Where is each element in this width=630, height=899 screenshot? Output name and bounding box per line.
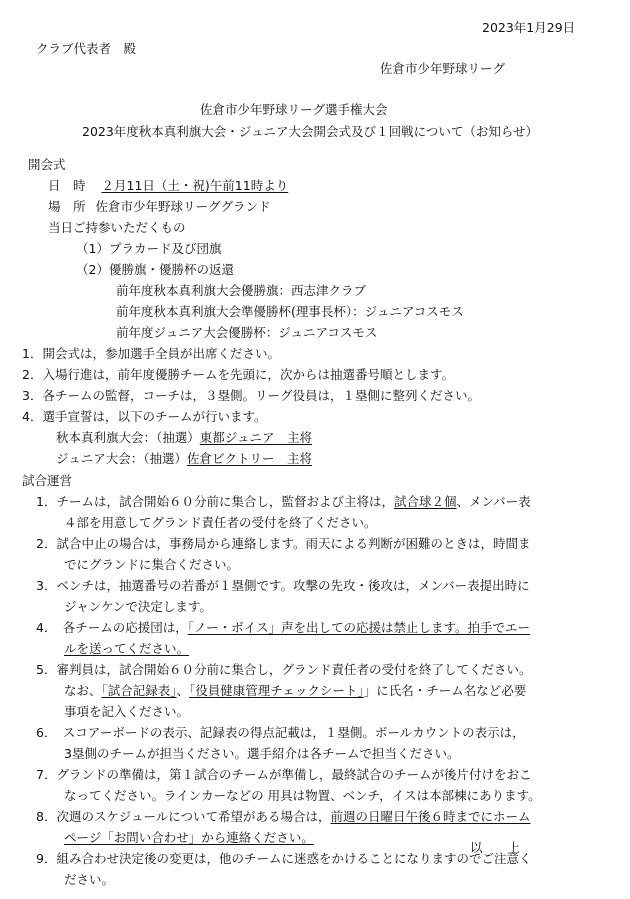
contact-page-note: ページ「お問い合わせ」から連絡ください。 — [64, 830, 314, 845]
document-date: 2023年1月29日 — [482, 20, 576, 35]
game-item-8-line-1 — [36, 809, 530, 824]
recipient: クラブ代表者 殿 — [36, 41, 137, 56]
ceremony-place-value: 佐倉市少年野球リーググランド — [95, 199, 271, 214]
game-item-4-text: 4． 各チームの応援団は， — [36, 620, 188, 635]
game-item-8-line-2 — [64, 830, 314, 845]
items-heading: 当日ご持参いただくもの — [48, 220, 186, 235]
game-item-1-line-2: ４部を用意してグランド責任者の受付を終了ください。 — [64, 515, 377, 530]
oath-2-team: 佐倉ビクトリー 主将 — [187, 451, 313, 466]
oath-1-team: 東都ジュニア 主将 — [199, 430, 313, 445]
no-voice-rule: 「ノー・ボイス」声を出しての応援は禁止します。拍手でエー — [187, 620, 530, 635]
game-item-4-line-1 — [36, 620, 530, 635]
game-item-1-line-1 — [36, 494, 531, 509]
oath-2-prefix: ジュニア大会：（抽選） — [56, 451, 188, 466]
game-item-6-line-1: 6． スコアーボードの表示、記録表の得点記載は，１塁側。ボールカウントの表示は， — [36, 725, 525, 740]
oath-row-2 — [56, 451, 312, 466]
sender: 佐倉市少年野球リーグ — [380, 61, 506, 76]
game-record-sheet: 「試合記録表」 — [101, 683, 177, 698]
oath-1-prefix: 秋本真利旗大会：（抽選） — [56, 430, 200, 445]
game-item-5-line-2 — [64, 683, 526, 698]
game-item-5-text: なお、 — [64, 683, 102, 698]
ceremony-place-row — [48, 199, 271, 214]
ceremony-heading: 開会式 — [28, 157, 66, 172]
game-item-1-text: 1．チームは，試合開始６０分前に集合し，監督および主将は， — [36, 494, 394, 509]
ceremony-date-row — [48, 178, 288, 193]
game-item-3-line-2: ジャンケンで決定します。 — [64, 599, 212, 614]
return-item-3: 前年度ジュニア大会優勝杯：ジュニアコスモス — [116, 325, 378, 340]
game-item-5-line-1: 5．審判員は，試合開始６０分前に集合し，グランド責任者の受付を終了してください。 — [36, 662, 532, 677]
bring-item-2: （2）優勝旗・優勝杯の返還 — [76, 262, 234, 277]
game-item-2-line-2: でにグランドに集合ください。 — [64, 557, 240, 572]
game-item-9-line-1: 9．組み合わせ決定後の変更は，他のチームに迷惑をかけることになりますのでご注意く — [36, 851, 532, 866]
closing-mark: 以 上 — [470, 840, 521, 855]
health-check-sheet: 「役員健康管理チェックシート」 — [189, 683, 364, 698]
game-item-5-text-tail: 」に氏名・チーム名など必要 — [363, 683, 527, 698]
game-item-7-line-1: 7．グランドの準備は，第１試合のチームが準備し，最終試合のチームが後片付けをおこ — [36, 767, 532, 782]
bring-item-1: （1）プラカード及び団旗 — [76, 241, 222, 256]
title-line-1: 佐倉市少年野球リーグ選手権大会 — [200, 102, 388, 117]
game-item-6-line-2: 3塁側のチームが担当ください。選手紹介は各チームで担当ください。 — [64, 746, 460, 761]
ceremony-note-3: 3．各チームの監督，コーチは，３塁側。リーグ役員は，１塁側に整列ください。 — [22, 388, 480, 403]
ceremony-note-1: 1．開会式は，参加選手全員が出席ください。 — [22, 346, 280, 361]
ceremony-date-label: 日 時 — [48, 178, 86, 193]
ceremony-place-label: 場 所 — [48, 199, 86, 214]
game-ball-count: 試合球２個 — [393, 494, 457, 509]
game-item-8-text: 8．次週のスケジュールについて希望がある場合は， — [36, 809, 331, 824]
game-item-2-line-1: 2．試合中止の場合は，事務局から連絡します。雨天による判断が困難のときは，時間ま — [36, 536, 531, 551]
ceremony-date-value: ２月11日（土・祝)午前11時より — [101, 178, 289, 193]
ceremony-note-4: 4．選手宣誓は，以下のチームが行います。 — [22, 409, 267, 424]
ceremony-note-2: 2．入場行進は，前年度優勝チームを先頭に，次からは抽選番号順とします。 — [22, 367, 454, 382]
game-item-1-text-tail: 、メンバー表 — [456, 494, 531, 509]
return-item-2: 前年度秋本真利旗大会準優勝杯(理事長杯）：ジュニアコスモス — [116, 304, 464, 319]
deadline-note: 前週の日曜日午後６時までにホーム — [330, 809, 531, 824]
game-item-3-line-1: 3．ベンチは，抽選番号の若番が１塁側です。攻撃の先攻・後攻は，メンバー表提出時に — [36, 578, 530, 593]
game-item-5-separator: 、 — [176, 683, 190, 698]
game-item-7-line-2: なってください。ラインカーなどの 用具は物置、ベンチ，イスは本部棟にあります。 — [64, 788, 541, 803]
return-item-1: 前年度秋本真利旗大会優勝旗：西志津クラブ — [116, 283, 367, 298]
games-heading: 試合運営 — [22, 473, 73, 488]
no-voice-rule-cont: ルを送ってください。 — [64, 641, 190, 656]
game-item-5-line-3: 事項を記入ください。 — [64, 704, 190, 719]
game-item-4-line-2 — [64, 641, 189, 656]
title-line-2: 2023年度秋本真利旗大会・ジュニア大会開会式及び１回戦について（お知らせ） — [82, 124, 538, 139]
oath-row-1 — [56, 430, 312, 445]
game-item-9-line-2: ださい。 — [64, 872, 115, 887]
